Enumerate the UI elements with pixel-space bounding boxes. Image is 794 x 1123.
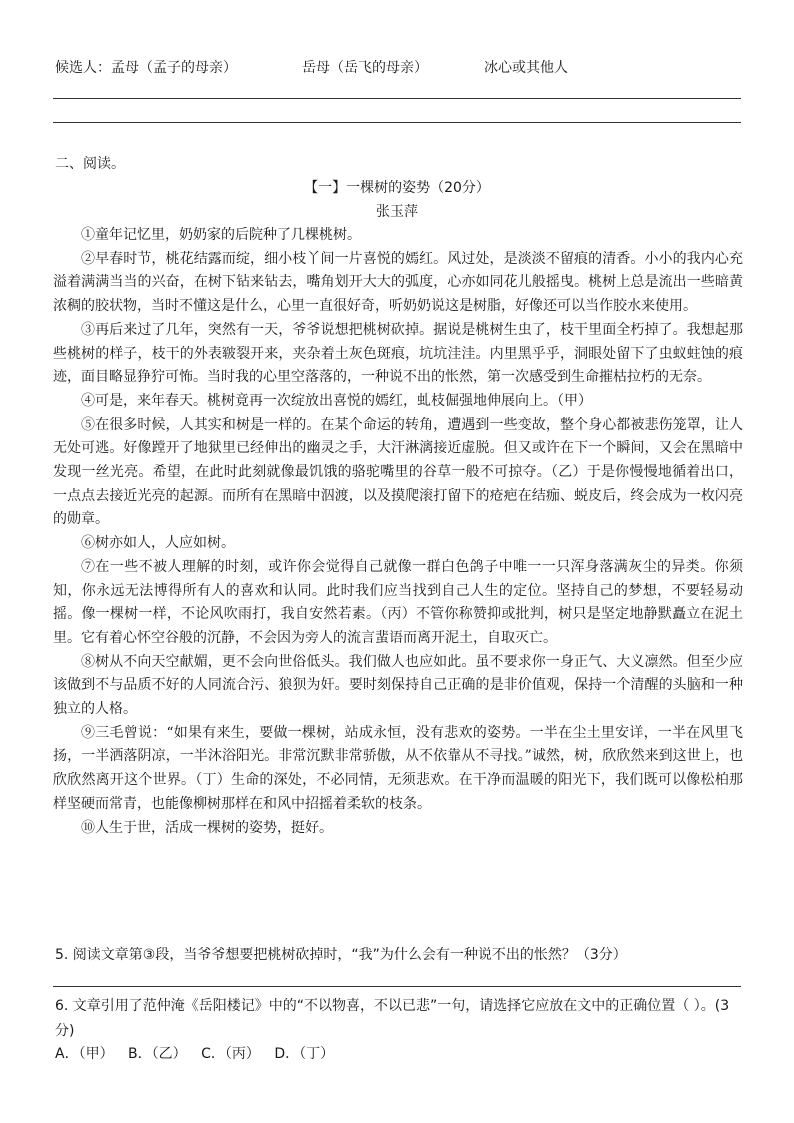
candidate-bingxin: 冰心或其他人 <box>484 60 568 76</box>
paragraph-10: ⑩人生于世，活成一棵树的姿势，挺好。 <box>81 819 333 836</box>
paragraph-9: ⑨三毛曾说：“如果有来生，要做一棵树，站成永恒，没有悲欢的姿势。一半在尘土里安详，一半在风里飞扬，一半洒落阴凉，一半沐浴阳光。非常沉默非常骄傲，从不依靠从不寻找。”诚然，树，欣欣然来到这世上，也欣欣然离开这个世界。（丁）生命的深处，不必同情，无须悲欢。在干净而温暖的阳光下，我们既可以像松柏那样坚硬而常青，也能像柳树那样在和风中招摇着柔软的枝条。 <box>53 724 743 812</box>
option-b: B．（乙） <box>128 1046 187 1062</box>
paragraph-4: ④可是，来年春天。桃树竟再一次绽放出喜悦的嫣红，虬枝倔强地伸展向上。（甲） <box>81 392 592 409</box>
candidates-line <box>55 57 568 77</box>
option-a: A．（甲） <box>55 1046 114 1062</box>
paragraph-5: ⑤在很多时候，人其实和树是一样的。在某个命运的转角，遭遇到一些变故，整个身心都被悲伤笼罩，让人无处可逃。好像蹚开了地狱里已经伸出的幽灵之手，大汗淋漓接近虚脱。但又或许在下一个瞬间，又会在黑暗中发现一丝光亮。希望，在此时此刻就像最饥饿的骆驼嘴里的谷草一般不可掠夺。（乙）于是你慢慢地循着出口，一点点去接近光亮的起源。而所有在黑暗中泅渡，以及摸爬滚打留下的疮疤在结痂、蜕皮后，终会成为一枚闪亮的勋章。 <box>53 416 743 528</box>
article-body <box>53 224 743 840</box>
candidate-yue-mother: 岳母（岳飞的母亲） <box>302 60 428 76</box>
paragraph-6: ⑥树亦如人，人应如树。 <box>81 535 235 552</box>
paragraph-7: ⑦在一些不被人理解的时刻，或许你会觉得自己就像一群白色鸽子中唯一一只浑身落满灰尘的异类。你须知，你永远无法博得所有人的喜欢和认同。此时我们应当找到自己人生的定位。坚持自己的梦想，不要轻易动摇。像一棵树一样，不论风吹雨打，我自安然若素。（丙）不管你称赞抑或批判，树只是坚定地静默矗立在泥土里。它有着心怀空谷般的沉静，不会因为旁人的流言蜚语而离开泥土，自取灭亡。 <box>53 558 743 646</box>
answer-line-q5 <box>53 986 741 987</box>
candidate-meng-mother: 候选人：孟母（孟子的母亲） <box>55 60 237 76</box>
question-6-options <box>55 1043 344 1063</box>
article-author: 张玉萍 <box>376 204 418 220</box>
paragraph-2: ②早春时节，桃花结露而绽，细小枝丫间一片喜悦的嫣红。风过处，是淡淡不留痕的清香。小小的我内心充溢着满满当当的兴奋，在树下钻来钻去，嘴角划开大大的弧度，心亦如同花儿般摇曳。桃树上总是流出一些暗黄浓稠的胶状物，当时不懂这是什么，心里一直很好奇，听奶奶说这是树脂，好像还可以当作胶水来使用。 <box>53 250 743 315</box>
question-6: 6. 文章引用了范仲淹《岳阳楼记》中的“不以物喜，不以已悲”一句，请选择它应放在文中的正确位置（ ）。(3分) <box>55 998 730 1039</box>
answer-line-1 <box>53 98 741 99</box>
section-heading: 二、阅读。 <box>55 156 125 172</box>
paragraph-1: ①童年记忆里，奶奶家的后院种了几棵桃树。 <box>81 227 361 243</box>
option-d: D．（丁） <box>274 1046 335 1062</box>
paragraph-8: ⑧树从不向天空献媚，更不会向世俗低头。我们做人也应如此。虽不要求你一身正气、大义凛然。但至少应该做到不与品质不好的人同流合污、狼狈为奸。要时刻保持自己正确的是非价值观，保持一个清醒的头脑和一种独立的人格。 <box>53 653 743 718</box>
answer-line-2 <box>53 122 741 123</box>
article-title: 【一】一棵树的姿势（20分） <box>304 180 490 196</box>
question-5: 5. 阅读文章第③段，当爷爷想要把桃树砍掉时，“我”为什么会有一种说不出的怅然？（3分） <box>55 947 627 963</box>
option-c: C．（丙） <box>201 1046 260 1062</box>
paragraph-3: ③再后来过了几年，突然有一天，爷爷说想把桃树砍掉。据说是桃树生虫了，枝干里面全朽掉了。我想起那些桃树的样子，枝干的外表皲裂开来，夹杂着土灰色斑痕，坑坑洼洼。内里黑乎乎，洞眼处留下了虫蚁蛀蚀的痕迹，面目略显狰狞可怖。当时我的心里空落落的，一种说不出的怅然，第一次感受到生命摧枯拉朽的无奈。 <box>53 321 743 386</box>
